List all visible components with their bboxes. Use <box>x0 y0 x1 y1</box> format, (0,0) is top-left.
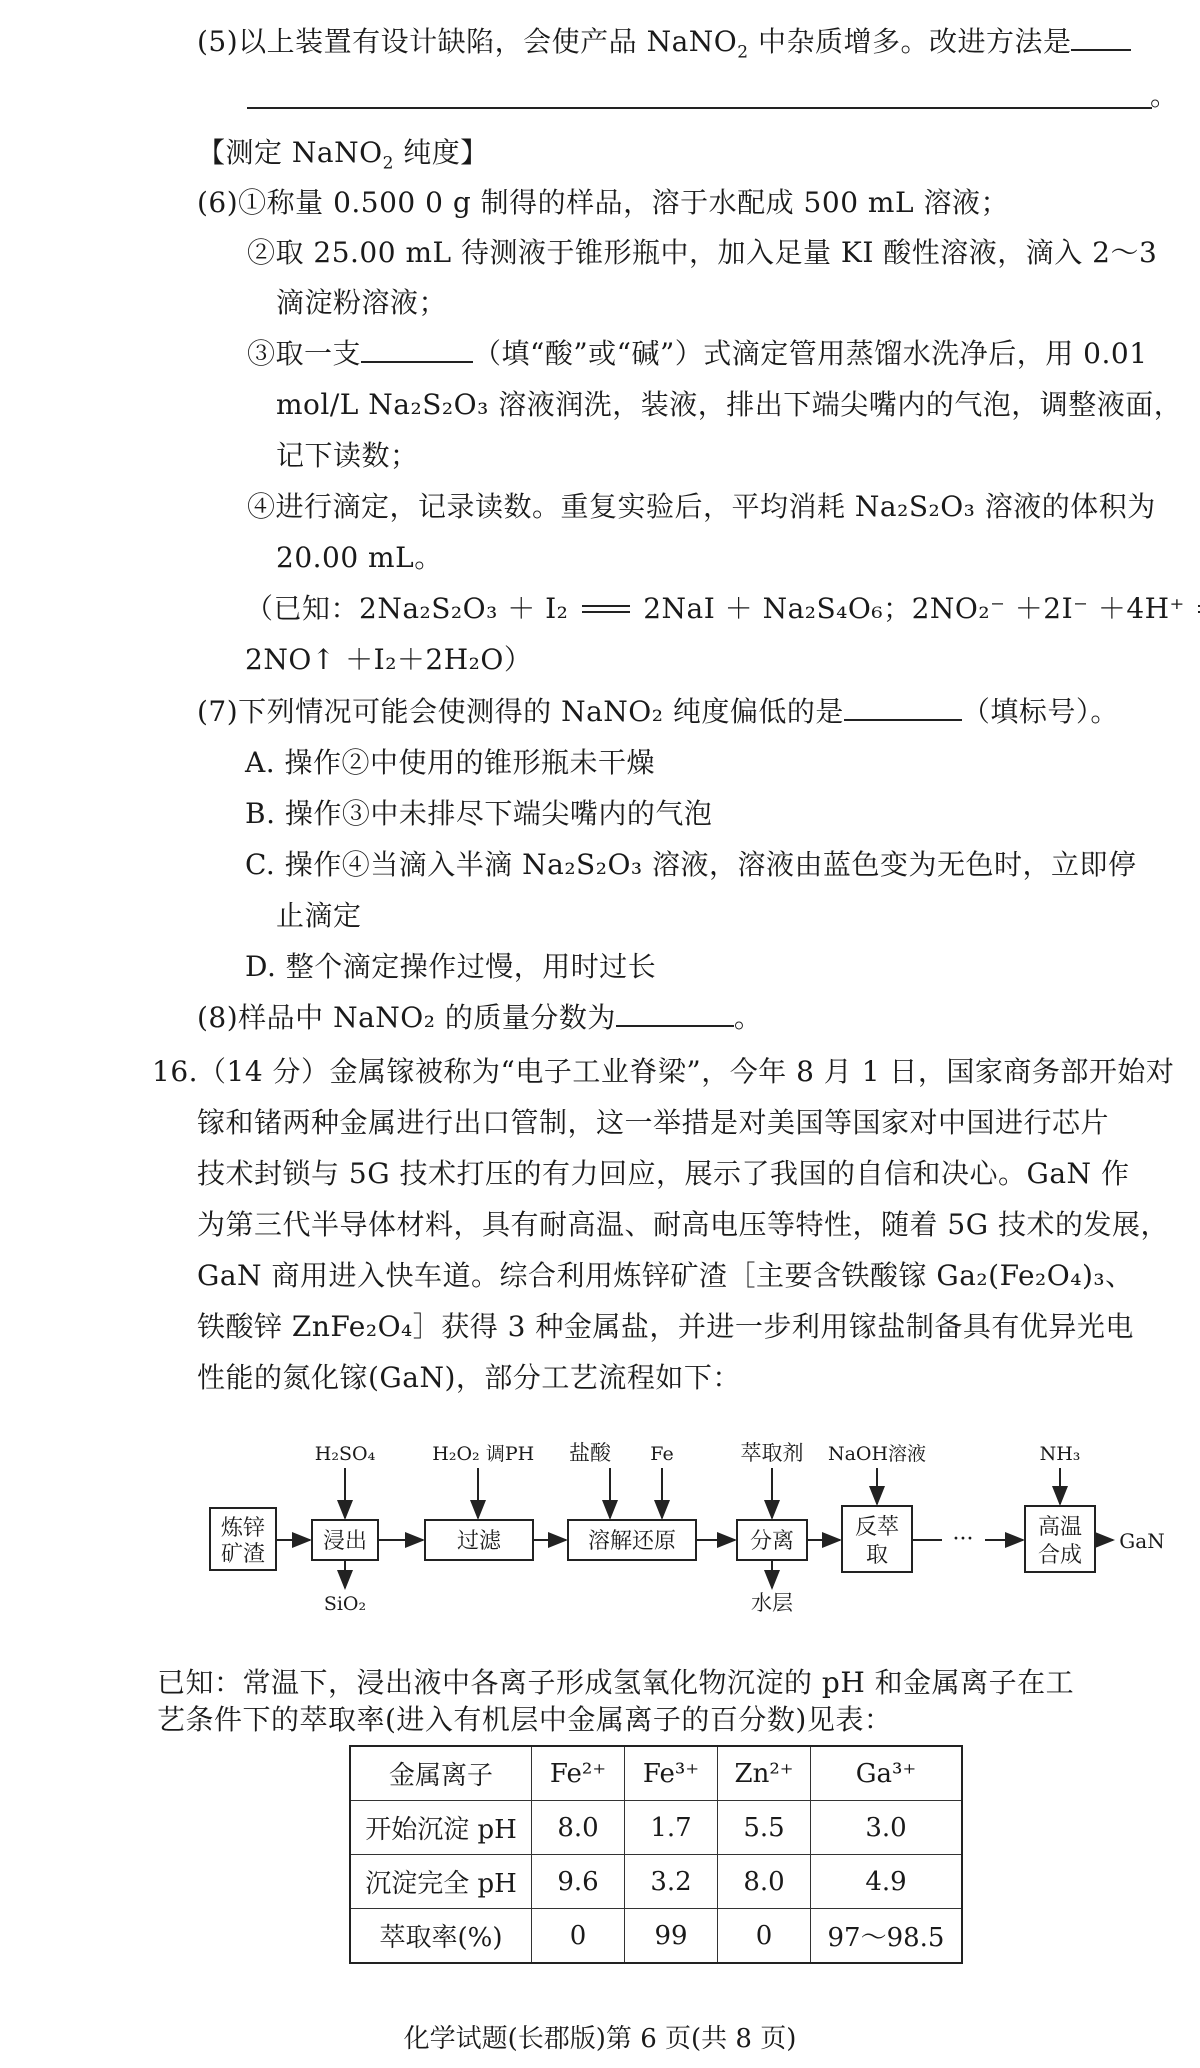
table-cell: 4.9 <box>811 1855 963 1909</box>
known-line2: 艺条件下的萃取率(进入有机层中金属离子的百分数)见表： <box>157 1703 893 1736</box>
equals-sign-icon <box>578 601 634 621</box>
q6-step3b: mol/L Na₂S₂O₃ 溶液润洗，装液，排出下端尖嘴内的气泡，调整液面， <box>276 388 1183 421</box>
table-row <box>350 1909 962 1964</box>
table-header-cell: Fe³⁺ <box>625 1746 718 1801</box>
q7-stem: (7)下列情况可能会使测得的 NaNO₂ 纯度偏低的是 （填标号）。 <box>197 695 1119 728</box>
table-header-row <box>350 1746 962 1801</box>
flow-input-ph: 调PH <box>485 1443 535 1465</box>
q16-line2: 镓和锗两种金属进行出口管制，这一举措是对美国等国家对中国进行芯片 <box>197 1106 1110 1139</box>
q6-step3c: 记下读数； <box>276 439 419 472</box>
flow-box-synthesis-1: 高温 <box>1037 1515 1083 1540</box>
q7-option-b: B. 操作③中未排尽下端尖嘴内的气泡 <box>245 797 713 830</box>
table-row <box>350 1855 962 1909</box>
table-header-cell: Zn²⁺ <box>718 1746 811 1801</box>
page-footer: 化学试题(长郡版)第 6 页(共 8 页) <box>403 2024 797 2054</box>
flow-box-back-extract-2: 取 <box>865 1543 889 1568</box>
q6-known-b: 2NO↑ ＋I₂＋2H₂O） <box>245 643 533 676</box>
q6-step2a: ②取 25.00 mL 待测液于锥形瓶中，加入足量 KI 酸性溶液，滴入 2～3 <box>247 236 1158 269</box>
q5-end: 。 <box>1150 79 1179 112</box>
q16-line1: 16.（14 分）金属镓被称为“电子工业脊梁”，今年 8 月 1 日，国家商务部开始对 <box>152 1055 1175 1088</box>
table-cell: 5.5 <box>718 1801 811 1855</box>
q16-line4: 为第三代半导体材料，具有耐高温、耐高电压等特性，随着 5G 技术的发展， <box>197 1208 1169 1241</box>
q6-blank <box>361 335 473 363</box>
q6-step4a: ④进行滴定，记录读数。重复实验后，平均消耗 Na₂S₂O₃ 溶液的体积为 <box>247 490 1156 523</box>
q7-option-c2: 止滴定 <box>276 899 362 932</box>
q7-option-a: A. 操作②中使用的锥形瓶未干燥 <box>245 746 656 779</box>
flow-box-dissolve: 溶解还原 <box>587 1529 677 1554</box>
flow-box-separate: 分离 <box>749 1529 795 1554</box>
flow-output-sio2: SiO₂ <box>323 1593 367 1615</box>
q7-blank <box>844 693 962 721</box>
q6-step4b: 20.00 mL。 <box>276 541 443 574</box>
flow-box-slag-2: 矿渣 <box>220 1542 266 1567</box>
table-cell: 3.0 <box>811 1801 963 1855</box>
q7-option-d: D. 整个滴定操作过慢，用时过长 <box>245 950 657 983</box>
q16-line7: 性能的氮化镓(GaN)，部分工艺流程如下： <box>197 1361 741 1394</box>
q6-step1: (6)①称量 0.500 0 g 制得的样品，溶于水配成 500 mL 溶液； <box>197 186 1009 219</box>
q6-step3a: ③取一支 （填“酸”或“碱”）式滴定管用蒸馏水洗净后，用 0.01 <box>247 337 1148 370</box>
table-cell: 0 <box>532 1909 625 1964</box>
table-header-cell: Fe²⁺ <box>532 1746 625 1801</box>
q8-stem: (8)样品中 NaNO₂ 的质量分数为 。 <box>197 1001 763 1034</box>
table-cell: 沉淀完全 pH <box>350 1855 532 1909</box>
q16-line3: 技术封锁与 5G 技术打压的有力回应，展示了我国的自信和决心。GaN 作 <box>197 1157 1130 1190</box>
flow-input-hcl: 盐酸 <box>569 1441 611 1465</box>
flow-input-naoh: NaOH溶液 <box>827 1443 927 1465</box>
table-cell: 1.7 <box>625 1801 718 1855</box>
process-flowchart <box>170 1438 1170 1658</box>
table-cell: 萃取率(%) <box>350 1909 532 1964</box>
flow-box-back-extract-1: 反萃 <box>854 1515 900 1540</box>
q7-option-c1: C. 操作④当滴入半滴 Na₂S₂O₃ 溶液，溶液由蓝色变为无色时，立即停 <box>245 848 1137 881</box>
table-cell: 9.6 <box>532 1855 625 1909</box>
q5-line1: (5)以上装置有设计缺陷，会使产品 NaNO$_2$ 中杂质增多。改进方法是 <box>197 22 1200 62</box>
table-row <box>350 1801 962 1855</box>
table-cell: 开始沉淀 pH <box>350 1801 532 1855</box>
table-header-cell: 金属离子 <box>350 1746 532 1801</box>
flow-output-water: 水层 <box>751 1591 793 1615</box>
flow-input-h2o2: H₂O₂ <box>432 1443 480 1465</box>
equals-sign-icon <box>1194 601 1200 621</box>
flow-input-nh3: NH₃ <box>1039 1443 1081 1465</box>
flow-box-filter: 过滤 <box>456 1529 502 1554</box>
flow-input-extractant: 萃取剂 <box>740 1441 804 1465</box>
flow-box-synthesis-2: 合成 <box>1037 1543 1083 1568</box>
known-line1: 已知：常温下，浸出液中各离子形成氢氧化物沉淀的 pH 和金属离子在工 <box>157 1666 1075 1699</box>
table-cell: 99 <box>625 1909 718 1964</box>
table-header-cell: Ga³⁺ <box>811 1746 963 1801</box>
table-cell: 8.0 <box>532 1801 625 1855</box>
flow-box-leach: 浸出 <box>322 1529 368 1554</box>
flow-input-h2so4: H₂SO₄ <box>314 1443 376 1465</box>
q6-step2b: 滴淀粉溶液； <box>276 286 448 319</box>
flow-ellipsis: ··· <box>952 1527 974 1552</box>
q5-answer-blank <box>247 107 1152 109</box>
flow-product: GaN <box>1119 1529 1165 1553</box>
table-cell: 97～98.5 <box>811 1909 963 1964</box>
flow-input-fe: Fe <box>650 1443 674 1465</box>
section-title: 【测定 NaNO$_2$ 纯度】 <box>197 136 489 174</box>
table-cell: 3.2 <box>625 1855 718 1909</box>
q6-known-a: （已知：2Na₂S₂O₃ ＋ I₂ 2NaI ＋ Na₂S₄O₆；2NO₂⁻ ＋2I⁻ ＋4H⁺ <box>245 589 1200 629</box>
table-cell: 0 <box>718 1909 811 1964</box>
q8-blank <box>616 999 734 1027</box>
q16-line5: GaN 商用进入快车道。综合利用炼锌矿渣［主要含铁酸镓 Ga₂(Fe₂O₄)₃、 <box>197 1259 1134 1292</box>
flow-box-slag-1: 炼锌 <box>220 1516 266 1541</box>
q16-line6: 铁酸锌 ZnFe₂O₄］获得 3 种金属盐，并进一步利用镓盐制备具有优异光电 <box>197 1310 1134 1343</box>
ion-table <box>349 1745 963 1964</box>
table-cell: 8.0 <box>718 1855 811 1909</box>
